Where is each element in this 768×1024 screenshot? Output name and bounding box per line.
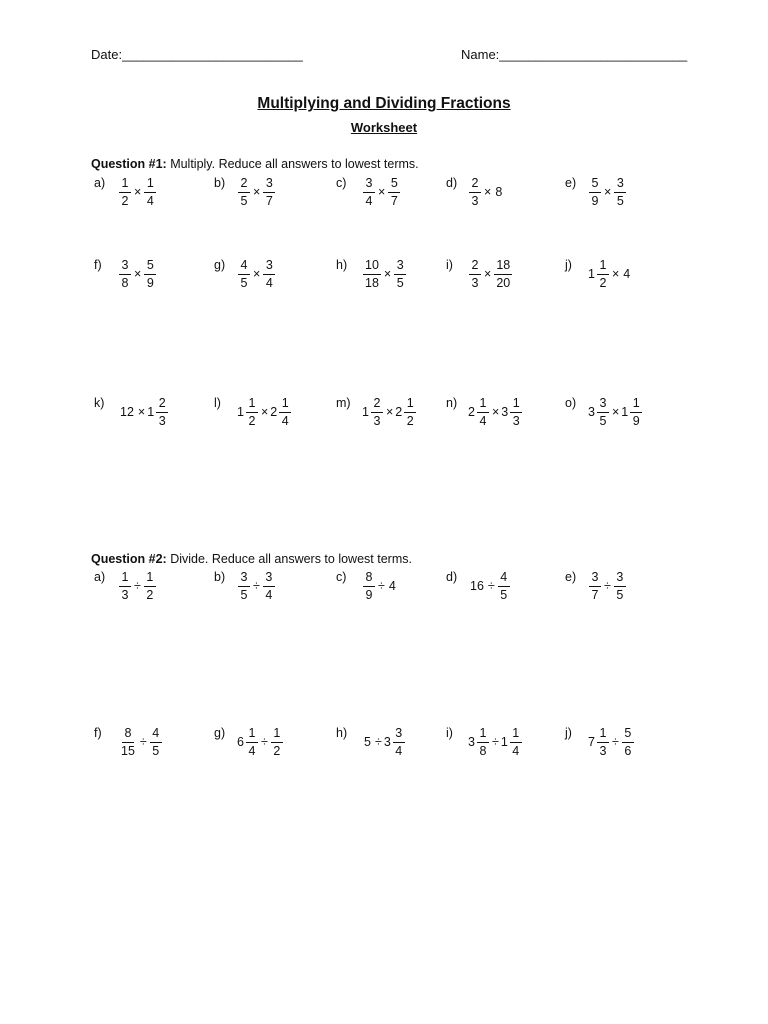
fraction bbox=[597, 397, 609, 427]
problem-expression bbox=[362, 174, 401, 210]
operator-sign: × bbox=[611, 404, 620, 419]
numerator: 3 bbox=[238, 571, 250, 587]
numerator: 1 bbox=[630, 397, 642, 413]
problem-label: j) bbox=[565, 726, 572, 740]
whole-number: 12 bbox=[120, 404, 134, 419]
problem-label: k) bbox=[94, 396, 105, 410]
problem-label: d) bbox=[446, 570, 458, 584]
problem-expression bbox=[118, 256, 157, 292]
fraction bbox=[597, 259, 609, 289]
fraction bbox=[614, 571, 626, 601]
operator-sign: × bbox=[134, 184, 142, 199]
denominator: 2 bbox=[406, 413, 414, 428]
mixed-whole-part: 2 bbox=[270, 404, 278, 419]
denominator: 3 bbox=[158, 413, 166, 428]
fraction bbox=[404, 397, 416, 427]
numerator: 1 bbox=[246, 397, 258, 413]
question-1-instructions: Multiply. Reduce all answers to lowest terms. bbox=[166, 157, 419, 171]
denominator: 2 bbox=[599, 275, 607, 290]
numerator: 1 bbox=[144, 571, 156, 587]
fraction bbox=[150, 727, 162, 757]
problem-label: j) bbox=[565, 258, 572, 272]
fraction bbox=[477, 397, 489, 427]
fraction bbox=[238, 177, 250, 207]
denominator: 9 bbox=[365, 587, 373, 602]
numerator: 4 bbox=[238, 259, 250, 275]
operator-sign: ÷ bbox=[134, 578, 141, 593]
operator-sign: ÷ bbox=[487, 578, 495, 593]
numerator: 5 bbox=[622, 727, 634, 743]
problem-label: l) bbox=[214, 396, 221, 410]
mixed-whole-part: 2 bbox=[468, 404, 475, 419]
whole-number: 5 bbox=[364, 734, 371, 749]
fraction bbox=[614, 177, 626, 207]
numerator: 4 bbox=[150, 727, 162, 743]
denominator: 3 bbox=[471, 275, 479, 290]
question-1-heading bbox=[91, 157, 419, 171]
problem-label: g) bbox=[214, 258, 226, 272]
denominator: 3 bbox=[121, 587, 129, 602]
numerator: 1 bbox=[246, 727, 258, 743]
fraction bbox=[498, 571, 510, 601]
numerator: 2 bbox=[469, 259, 481, 275]
denominator: 4 bbox=[248, 743, 256, 758]
operator-sign: × bbox=[253, 266, 261, 281]
mixed-whole-part: 1 bbox=[500, 734, 508, 749]
problem-expression bbox=[588, 394, 643, 430]
mixed-whole-part: 1 bbox=[147, 404, 155, 419]
problem-label: e) bbox=[565, 570, 577, 584]
problem-expression bbox=[237, 256, 276, 292]
denominator: 18 bbox=[365, 275, 379, 290]
numerator: 3 bbox=[614, 571, 626, 587]
problem-label: b) bbox=[214, 570, 226, 584]
operator-sign: ÷ bbox=[611, 734, 619, 749]
page-title: Multiplying and Dividing Fractions bbox=[257, 95, 511, 112]
numerator: 3 bbox=[119, 259, 131, 275]
problem-label: a) bbox=[94, 176, 106, 190]
operator-sign: ÷ bbox=[491, 734, 499, 749]
numerator: 1 bbox=[271, 727, 283, 743]
numerator: 1 bbox=[510, 397, 522, 413]
fraction bbox=[388, 177, 400, 207]
operator-sign: ÷ bbox=[604, 578, 611, 593]
mixed-whole-part: 3 bbox=[468, 734, 475, 749]
fraction bbox=[363, 177, 375, 207]
numerator: 3 bbox=[393, 727, 405, 743]
problem-label: d) bbox=[446, 176, 458, 190]
fraction bbox=[144, 259, 156, 289]
problem-label: e) bbox=[565, 176, 577, 190]
whole-number: 8 bbox=[495, 184, 503, 199]
name-field: Name:__________________________ bbox=[461, 47, 688, 62]
operator-sign: × bbox=[385, 404, 394, 419]
fraction bbox=[510, 727, 522, 757]
problem-expression bbox=[588, 256, 632, 292]
fraction bbox=[246, 727, 258, 757]
operator-sign: ÷ bbox=[253, 578, 260, 593]
operator-sign: × bbox=[604, 184, 612, 199]
numerator: 8 bbox=[363, 571, 375, 587]
fraction bbox=[156, 397, 168, 427]
fraction bbox=[238, 571, 250, 601]
numerator: 10 bbox=[363, 259, 381, 275]
fraction bbox=[263, 177, 275, 207]
denominator: 5 bbox=[152, 743, 160, 758]
denominator: 5 bbox=[240, 587, 248, 602]
fraction bbox=[589, 571, 601, 601]
fraction bbox=[279, 397, 291, 427]
whole-number: 16 bbox=[470, 578, 484, 593]
denominator: 2 bbox=[146, 587, 154, 602]
fraction bbox=[589, 177, 601, 207]
problem-expression bbox=[468, 174, 504, 210]
denominator: 9 bbox=[591, 193, 599, 208]
operator-sign: ÷ bbox=[374, 734, 382, 749]
numerator: 1 bbox=[477, 727, 489, 743]
fraction bbox=[119, 177, 131, 207]
fraction bbox=[363, 571, 375, 601]
fraction bbox=[394, 259, 406, 289]
denominator: 2 bbox=[121, 193, 129, 208]
numerator: 5 bbox=[388, 177, 400, 193]
problem-expression bbox=[118, 568, 157, 604]
problem-expression bbox=[468, 394, 523, 430]
operator-sign: × bbox=[611, 266, 620, 281]
numerator: 3 bbox=[363, 177, 375, 193]
denominator: 3 bbox=[512, 413, 520, 428]
fraction bbox=[469, 259, 481, 289]
mixed-whole-part: 1 bbox=[588, 266, 595, 281]
problem-expression bbox=[468, 568, 511, 604]
denominator: 5 bbox=[240, 193, 248, 208]
operator-sign: × bbox=[134, 266, 142, 281]
operator-sign: ÷ bbox=[139, 734, 147, 749]
problem-expression bbox=[237, 568, 276, 604]
problem-expression bbox=[237, 394, 292, 430]
denominator: 7 bbox=[591, 587, 599, 602]
fraction bbox=[363, 259, 381, 289]
denominator: 5 bbox=[500, 587, 508, 602]
problem-expression bbox=[362, 394, 417, 430]
denominator: 4 bbox=[265, 587, 273, 602]
fraction bbox=[119, 727, 137, 757]
problem-label: i) bbox=[446, 726, 453, 740]
denominator: 4 bbox=[146, 193, 154, 208]
problem-label: b) bbox=[214, 176, 226, 190]
date-field: Date:_________________________ bbox=[91, 47, 303, 62]
fraction bbox=[271, 727, 283, 757]
fraction bbox=[494, 259, 512, 289]
denominator: 6 bbox=[624, 743, 632, 758]
numerator: 3 bbox=[263, 259, 275, 275]
problem-expression bbox=[362, 568, 398, 604]
problem-label: g) bbox=[214, 726, 226, 740]
mixed-whole-part: 6 bbox=[237, 734, 244, 749]
problem-expression bbox=[588, 174, 627, 210]
denominator: 5 bbox=[599, 413, 607, 428]
denominator: 3 bbox=[471, 193, 479, 208]
problem-expression bbox=[118, 394, 169, 430]
numerator: 1 bbox=[119, 571, 131, 587]
numerator: 3 bbox=[394, 259, 406, 275]
page-subtitle: Worksheet bbox=[350, 120, 418, 135]
fraction bbox=[393, 727, 405, 757]
problem-label: i) bbox=[446, 258, 453, 272]
problem-label: f) bbox=[94, 726, 102, 740]
fraction bbox=[469, 177, 481, 207]
problem-label: o) bbox=[565, 396, 577, 410]
problem-label: a) bbox=[94, 570, 106, 584]
mixed-whole-part: 1 bbox=[362, 404, 369, 419]
numerator: 1 bbox=[279, 397, 291, 413]
numerator: 3 bbox=[589, 571, 601, 587]
numerator: 2 bbox=[156, 397, 168, 413]
numerator: 3 bbox=[263, 571, 275, 587]
denominator: 8 bbox=[479, 743, 487, 758]
fraction bbox=[597, 727, 609, 757]
denominator: 3 bbox=[599, 743, 607, 758]
denominator: 4 bbox=[281, 413, 289, 428]
denominator: 4 bbox=[479, 413, 487, 428]
fraction bbox=[630, 397, 642, 427]
denominator: 5 bbox=[240, 275, 248, 290]
denominator: 9 bbox=[146, 275, 154, 290]
numerator: 1 bbox=[510, 727, 522, 743]
fraction bbox=[119, 259, 131, 289]
question-2-heading bbox=[91, 552, 412, 566]
denominator: 2 bbox=[273, 743, 281, 758]
numerator: 1 bbox=[597, 259, 609, 275]
question-2-number: Question #2: bbox=[91, 552, 167, 566]
denominator: 5 bbox=[616, 587, 624, 602]
fraction bbox=[119, 571, 131, 601]
denominator: 4 bbox=[395, 743, 403, 758]
operator-sign: ÷ bbox=[378, 578, 385, 593]
problem-label: c) bbox=[336, 176, 347, 190]
mixed-whole-part: 3 bbox=[383, 734, 391, 749]
problem-expression bbox=[588, 568, 627, 604]
denominator: 5 bbox=[396, 275, 404, 290]
fraction bbox=[144, 177, 156, 207]
denominator: 4 bbox=[512, 743, 520, 758]
denominator: 15 bbox=[121, 743, 135, 758]
whole-number: 4 bbox=[388, 578, 396, 593]
denominator: 7 bbox=[265, 193, 273, 208]
numerator: 5 bbox=[589, 177, 601, 193]
problem-expression bbox=[468, 724, 523, 760]
problem-expression bbox=[118, 724, 163, 760]
numerator: 2 bbox=[469, 177, 481, 193]
numerator: 2 bbox=[238, 177, 250, 193]
fraction bbox=[246, 397, 258, 427]
problem-expression bbox=[362, 256, 407, 292]
numerator: 1 bbox=[119, 177, 131, 193]
operator-sign: × bbox=[484, 266, 492, 281]
denominator: 7 bbox=[390, 193, 398, 208]
problem-label: h) bbox=[336, 726, 348, 740]
problem-label: m) bbox=[336, 396, 351, 410]
fraction bbox=[477, 727, 489, 757]
numerator: 5 bbox=[144, 259, 156, 275]
fraction bbox=[144, 571, 156, 601]
operator-sign: × bbox=[491, 404, 500, 419]
denominator: 4 bbox=[365, 193, 373, 208]
denominator: 20 bbox=[496, 275, 511, 290]
numerator: 1 bbox=[477, 397, 489, 413]
fraction bbox=[238, 259, 250, 289]
operator-sign: × bbox=[253, 184, 261, 199]
mixed-whole-part: 3 bbox=[588, 404, 595, 419]
fraction bbox=[371, 397, 383, 427]
mixed-whole-part: 1 bbox=[237, 404, 244, 419]
operator-sign: × bbox=[484, 184, 492, 199]
numerator: 3 bbox=[263, 177, 275, 193]
mixed-whole-part: 1 bbox=[621, 404, 629, 419]
operator-sign: × bbox=[260, 404, 269, 419]
problem-expression bbox=[362, 724, 406, 760]
numerator: 1 bbox=[144, 177, 156, 193]
operator-sign: × bbox=[378, 184, 386, 199]
fraction bbox=[263, 571, 275, 601]
problem-label: f) bbox=[94, 258, 102, 272]
fraction bbox=[622, 727, 634, 757]
problem-expression bbox=[588, 724, 635, 760]
denominator: 2 bbox=[248, 413, 256, 428]
denominator: 8 bbox=[121, 275, 129, 290]
denominator: 3 bbox=[373, 413, 381, 428]
whole-number: 4 bbox=[623, 266, 631, 281]
problem-expression bbox=[468, 256, 513, 292]
problem-label: n) bbox=[446, 396, 458, 410]
mixed-whole-part: 7 bbox=[588, 734, 595, 749]
problem-expression bbox=[118, 174, 157, 210]
mixed-whole-part: 3 bbox=[501, 404, 509, 419]
denominator: 5 bbox=[616, 193, 624, 208]
numerator: 1 bbox=[597, 727, 609, 743]
numerator: 8 bbox=[122, 727, 134, 743]
fraction bbox=[510, 397, 522, 427]
operator-sign: ÷ bbox=[260, 734, 268, 749]
numerator: 3 bbox=[614, 177, 626, 193]
mixed-whole-part: 2 bbox=[395, 404, 403, 419]
numerator: 4 bbox=[498, 571, 510, 587]
operator-sign: × bbox=[137, 404, 146, 419]
numerator: 2 bbox=[371, 397, 383, 413]
fraction bbox=[263, 259, 275, 289]
numerator: 1 bbox=[404, 397, 416, 413]
numerator: 3 bbox=[597, 397, 609, 413]
problem-label: c) bbox=[336, 570, 347, 584]
operator-sign: × bbox=[383, 266, 392, 281]
question-2-instructions: Divide. Reduce all answers to lowest terms. bbox=[166, 552, 412, 566]
problem-expression bbox=[237, 174, 276, 210]
question-1-number: Question #1: bbox=[91, 157, 167, 171]
problem-expression bbox=[237, 724, 284, 760]
denominator: 4 bbox=[265, 275, 273, 290]
numerator: 18 bbox=[494, 259, 512, 275]
denominator: 9 bbox=[632, 413, 640, 428]
problem-label: h) bbox=[336, 258, 348, 272]
